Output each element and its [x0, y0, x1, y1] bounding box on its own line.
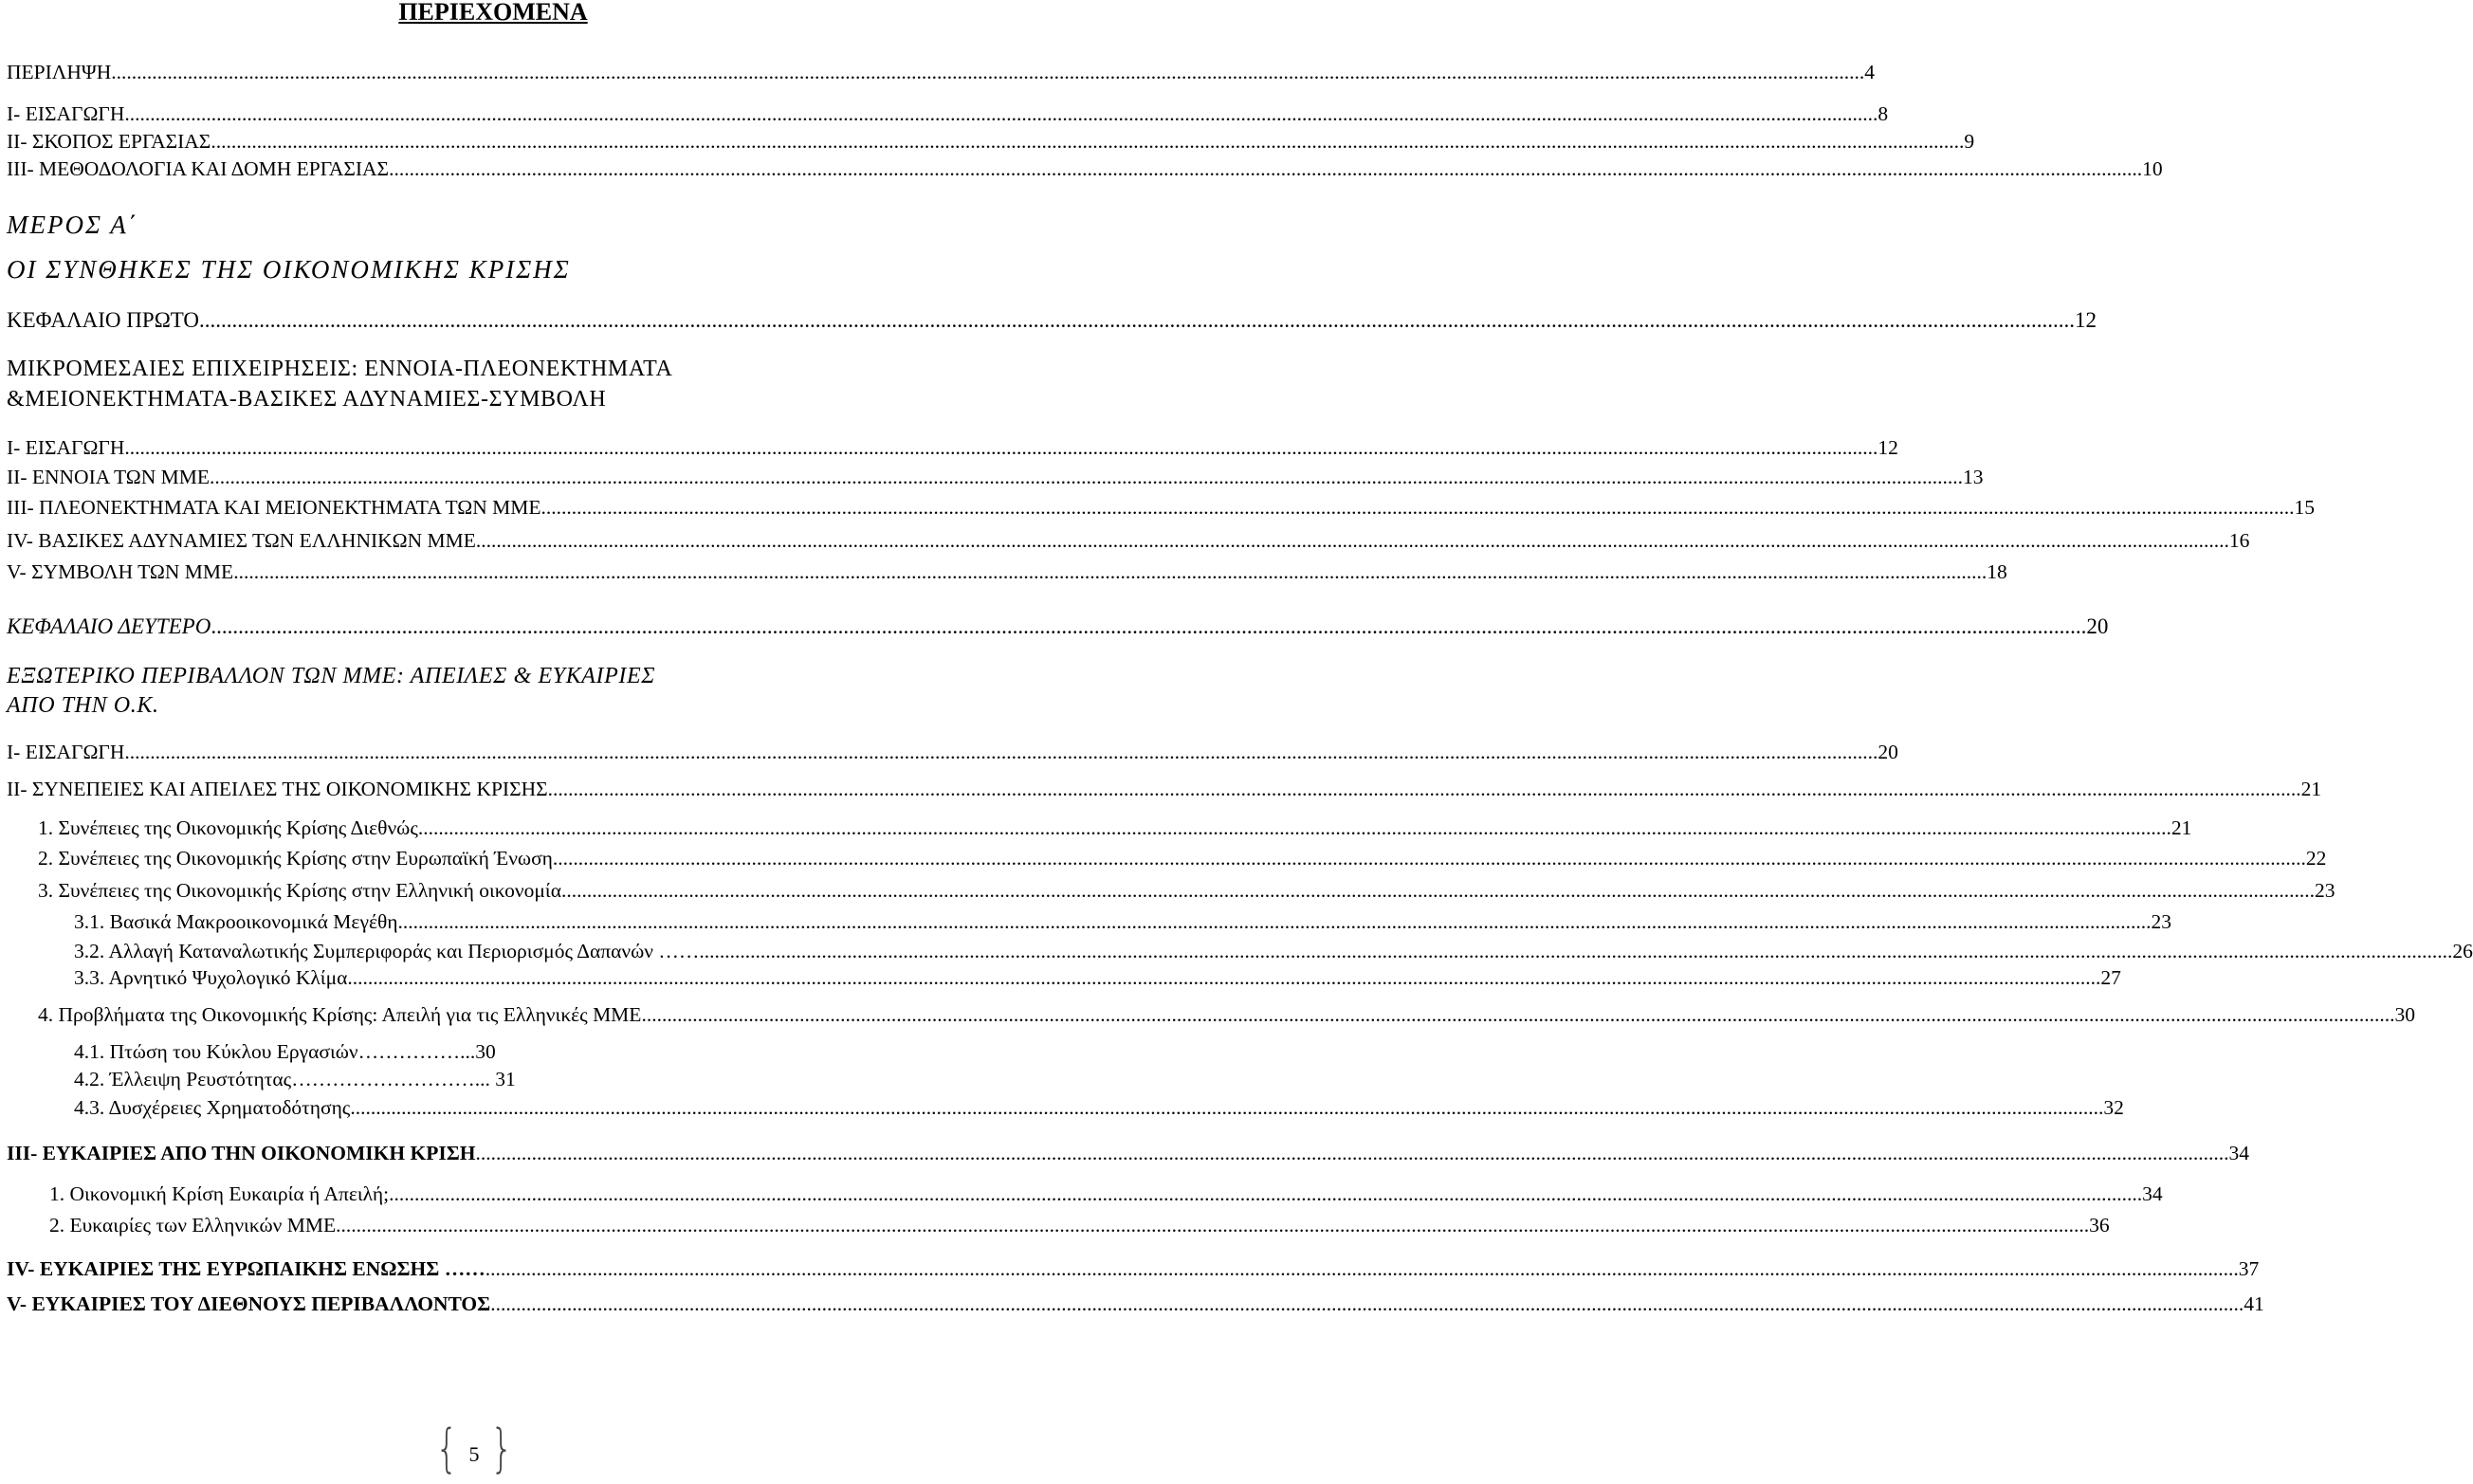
toc-entry-opportunity-or-threat[interactable]: 1. Οικονομική Κρίση Ευκαιρία ή Απειλή; ..... 34: [49, 1182, 875, 1206]
toc-entry-eu-consequences[interactable]: 2. Συνέπειες της Οικονομικής Κρίσης στην Ευρωπαϊκή Ένωση ..... 22: [38, 846, 875, 870]
toc-entry-ch1-introduction[interactable]: I- ΕΙΣΑΓΩΓΗ ..... 12: [7, 435, 875, 460]
toc-entry-greek-sme-opportunities[interactable]: 2. Ευκαιρίες των Ελληνικών ΜΜΕ ..... 36: [49, 1213, 875, 1237]
toc-entry-crisis-problems[interactable]: 4. Προβλήματα της Οικονομικής Κρίσης: Απειλή για τις Ελληνικές ΜΜΕ ..... 30: [38, 1002, 875, 1027]
left-brace-ornament: {: [435, 1419, 459, 1478]
page-title: ΠΕΡΙΕΧΟΜΕΝΑ: [398, 0, 588, 26]
chapter-one-title-line1: ΜΙΚΡΟΜΕΣΑΙΕΣ ΕΠΙΧΕΙΡΗΣΕΙΣ: ΕΝΝΟΙΑ-ΠΛΕΟΝΕΚΤΗΜΑΤΑ: [7, 357, 673, 381]
toc-entry-chapter-two[interactable]: ΚΕΦΑΛΑΙΟ ΔΕΥΤΕΡΟ ..... 20: [7, 614, 875, 639]
page-number: 5: [468, 1442, 480, 1466]
toc-entry-consumer-behaviour[interactable]: 3.2. Αλλαγή Καταναλωτικής Συμπεριφοράς και Περιορισμός Δαπανών …… ..... 26: [74, 939, 875, 963]
toc-entry-turnover-drop[interactable]: 4.1. Πτώση του Κύκλου Εργασιών…………… ...30: [74, 1040, 496, 1063]
chapter-two-title-line2: ΑΠΟ ΤΗΝ Ο.Κ.: [7, 693, 159, 718]
toc-entry-ch1-concept[interactable]: II- ΕΝΝΟΙΑ ΤΩΝ ΜΜΕ ..... 13: [7, 465, 875, 489]
toc-entry-ch2-introduction[interactable]: I- ΕΙΣΑΓΩΓΗ ..... 20: [7, 740, 875, 764]
chapter-two-title-line1: ΕΞΩΤΕΡΙΚΟ ΠΕΡΙΒΑΛΛΟΝ ΤΩΝ ΜΜΕ: ΑΠΕΙΛΕΣ & ΕΥΚΑΙΡΙΕΣ: [7, 664, 656, 688]
toc-entry-crisis-opportunities[interactable]: III- ΕΥΚΑΙΡΙΕΣ ΑΠΟ ΤΗΝ ΟΙΚΟΝΟΜΙΚΗ ΚΡΙΣΗ ..... 34: [7, 1141, 875, 1165]
toc-entry-liquidity[interactable]: 4.2. Έλλειψη Ρευστότητας……………………… ... 31: [74, 1068, 516, 1090]
right-brace-ornament: }: [489, 1419, 513, 1478]
toc-entry-ch1-contribution[interactable]: V- ΣΥΜΒΟΛΗ ΤΩΝ ΜΜΕ ..... 18: [7, 559, 875, 584]
toc-entry-global-consequences[interactable]: 1. Συνέπειες της Οικονομικής Κρίσης Διεθνώς ..... 21: [38, 815, 875, 840]
toc-entry-negative-climate[interactable]: 3.3. Αρνητικό Ψυχολογικό Κλίμα ..... 27: [74, 965, 875, 990]
toc-entry-ch1-weaknesses[interactable]: IV- ΒΑΣΙΚΕΣ ΑΔΥΝΑΜΙΕΣ ΤΩΝ ΕΛΛΗΝΙΚΩΝ ΜΜΕ ..... 16: [7, 528, 875, 553]
toc-entry-international-opportunities[interactable]: V- ΕΥΚΑΙΡΙΕΣ ΤΟΥ ΔΙΕΘΝΟΥΣ ΠΕΡΙΒΑΛΛΟΝΤΟΣ ..... 41: [7, 1292, 875, 1316]
toc-entry-chapter-one[interactable]: ΚΕΦΑΛΑΙΟ ΠΡΩΤΟ ..... 12: [7, 308, 875, 333]
toc-entry-introduction[interactable]: I- ΕΙΣΑΓΩΓΗ ..... 8: [7, 101, 875, 126]
toc-entry-purpose[interactable]: II- ΣΚΟΠΟΣ ΕΡΓΑΣΙΑΣ ..... 9: [7, 129, 875, 154]
page-footer: [429, 1420, 520, 1478]
toc-entry-summary[interactable]: ΠΕΡΙΛΗΨΗ ..... 4: [7, 60, 875, 84]
chapter-one-title-line2: &ΜΕΙΟΝΕΚΤΗΜΑΤΑ-ΒΑΣΙΚΕΣ ΑΔΥΝΑΜΙΕΣ-ΣΥΜΒΟΛΗ: [7, 387, 607, 412]
toc-entry-greek-consequences[interactable]: 3. Συνέπειες της Οικονομικής Κρίσης στην Ελληνική οικονομία ..... 23: [38, 878, 875, 903]
toc-entry-methodology[interactable]: III- ΜΕΘΟΔΟΛΟΓΙΑ ΚΑΙ ΔΟΜΗ ΕΡΓΑΣΙΑΣ ..... 10: [7, 156, 875, 181]
part-a-title: ΟΙ ΣΥΝΘΗΚΕΣ ΤΗΣ ΟΙΚΟΝΟΜΙΚΗΣ ΚΡΙΣΗΣ: [7, 255, 571, 284]
toc-entry-eu-opportunities[interactable]: IV- ΕΥΚΑΙΡΙΕΣ ΤΗΣ ΕΥΡΩΠΑΙΚΗΣ ΕΝΩΣΗΣ …… ..... 37: [7, 1256, 875, 1281]
toc-entry-financing[interactable]: 4.3. Δυσχέρειες Χρηματοδότησης ..... 32: [74, 1095, 875, 1120]
toc-entry-ch1-advantages[interactable]: III- ΠΛΕΟΝΕΚΤΗΜΑΤΑ ΚΑΙ ΜΕΙΟΝΕΚΤΗΜΑΤΑ ΤΩΝ ΜΜΕ ..... 15: [7, 495, 875, 520]
toc-entry-ch2-consequences[interactable]: II- ΣΥΝΕΠΕΙΕΣ ΚΑΙ ΑΠΕΙΛΕΣ ΤΗΣ ΟΙΚΟΝΟΜΙΚΗΣ ΚΡΙΣΗΣ ..... 21: [7, 777, 875, 801]
part-a-label: ΜΕΡΟΣ Α΄: [7, 211, 138, 239]
toc-entry-macro-figures[interactable]: 3.1. Βασικά Μακροοικονομικά Μεγέθη ..... 23: [74, 909, 875, 934]
